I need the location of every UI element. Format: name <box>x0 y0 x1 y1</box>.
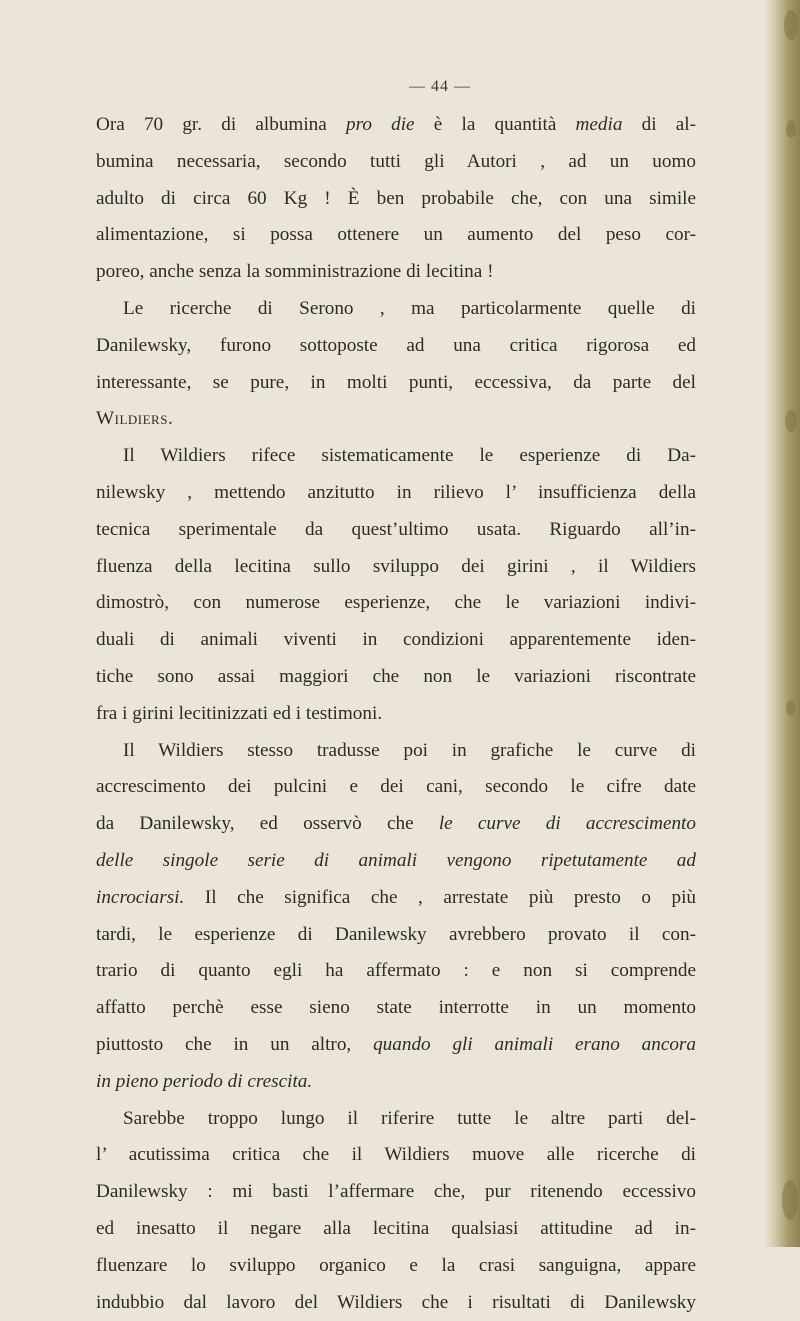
text-segment: Le ricerche di Serono , ma particolarmente quelle di <box>123 298 696 319</box>
text-segment: Sarebbe troppo lungo il riferire tutte le altre parti del- <box>123 1108 696 1129</box>
text-segment: Ora 70 gr. di albumina <box>96 114 346 135</box>
text-segment: nilewsky , mettendo anzitutto in rilievo l’ insufficienza della <box>96 482 696 503</box>
text-line <box>96 585 696 622</box>
text-line <box>96 806 696 843</box>
text-line <box>96 953 696 990</box>
foxing-spot <box>785 410 797 432</box>
text-segment: tardi, le esperienze di Danilewsky avrebbero provato il con- <box>96 924 696 945</box>
text-line <box>96 1137 696 1174</box>
text-line <box>96 1211 696 1248</box>
text-segment: indubbio dal lavoro del Wildiers che i risultati di Danilewsky <box>96 1292 696 1313</box>
text-line <box>96 843 696 880</box>
text-segment: fluenzare lo sviluppo organico e la crasi sanguigna, appare <box>96 1255 696 1276</box>
text-segment: da Danilewsky, ed osservò che <box>96 813 439 834</box>
text-line <box>96 401 696 438</box>
text-segment: fluenza della lecitina sullo sviluppo dei girini , il Wildiers <box>96 556 696 577</box>
text-segment: dimostrò, con numerose esperienze, che le variazioni indivi- <box>96 592 696 613</box>
text-segment: poreo, anche senza la somministrazione di lecitina ! <box>96 261 493 282</box>
text-segment: Il che significa che , arrestate più presto o più <box>184 887 696 908</box>
text-line <box>96 438 696 475</box>
text-line <box>96 659 696 696</box>
text-line <box>96 1285 696 1321</box>
foxing-spot <box>782 1180 798 1220</box>
text-segment: tiche sono assai maggiori che non le variazioni riscontrate <box>96 666 696 687</box>
text-segment: fra i girini lecitinizzati ed i testimoni. <box>96 703 382 724</box>
text-segment: l’ acutissima critica che il Wildiers muove alle ricerche di <box>96 1144 696 1165</box>
text-segment: Il Wildiers stesso tradusse poi in grafiche le curve di <box>123 740 696 761</box>
text-segment: accrescimento dei pulcini e dei cani, secondo le cifre date <box>96 776 696 797</box>
italic-text: quando gli animali erano ancora <box>373 1034 696 1055</box>
text-line <box>96 217 696 254</box>
text-line <box>96 291 696 328</box>
text-segment: interessante, se pure, in molti punti, eccessiva, da parte del <box>96 372 696 393</box>
text-line <box>96 107 696 144</box>
text-line <box>96 365 696 402</box>
italic-text: pro die <box>346 114 415 135</box>
text-line <box>96 769 696 806</box>
italic-text: le curve di accrescimento <box>439 813 696 834</box>
text-segment: bumina necessaria, secondo tutti gli Autori , ad un uomo <box>96 151 696 172</box>
italic-text: delle singole serie di animali vengono ripetutamente ad <box>96 850 696 871</box>
text-segment: piuttosto che in un altro, <box>96 1034 373 1055</box>
text-line <box>96 917 696 954</box>
text-line <box>96 622 696 659</box>
text-segment: affatto perchè esse sieno state interrotte in un momento <box>96 997 696 1018</box>
text-line <box>96 880 696 917</box>
text-segment: ed inesatto il negare alla lecitina qualsiasi attitudine ad in- <box>96 1218 696 1239</box>
text-line <box>96 328 696 365</box>
text-line <box>96 254 696 291</box>
text-segment: alimentazione, si possa ottenere un aumento del peso cor- <box>96 224 696 245</box>
foxing-spot <box>786 120 796 138</box>
foxing-spot <box>784 10 798 40</box>
text-line <box>96 696 696 733</box>
text-line <box>96 1248 696 1285</box>
text-line <box>96 1064 696 1101</box>
text-line <box>96 1027 696 1064</box>
text-line <box>96 144 696 181</box>
text-segment: trario di quanto egli ha affermato : e non si comprende <box>96 960 696 981</box>
page-number: — 44 — <box>0 78 800 96</box>
text-segment: adulto di circa 60 Kg ! È ben probabile che, con una simile <box>96 188 696 209</box>
body-text <box>96 107 696 1321</box>
text-line <box>96 1101 696 1138</box>
text-segment: tecnica sperimentale da quest’ultimo usata. Riguardo all’in- <box>96 519 696 540</box>
foxing-spot <box>786 700 795 716</box>
italic-text: in pieno periodo di crescita. <box>96 1071 312 1092</box>
italic-text: incrociarsi. <box>96 887 184 908</box>
text-line <box>96 549 696 586</box>
text-line <box>96 512 696 549</box>
text-segment: Danilewsky : mi basti l’affermare che, pur ritenendo eccessivo <box>96 1181 696 1202</box>
text-segment: duali di animali viventi in condizioni apparentemente iden- <box>96 629 696 650</box>
text-line <box>96 475 696 512</box>
text-segment: di al- <box>622 114 696 135</box>
page-edge-shadow <box>766 0 800 1247</box>
text-line <box>96 1174 696 1211</box>
text-line <box>96 990 696 1027</box>
text-segment: Danilewsky, furono sottoposte ad una critica rigorosa ed <box>96 335 696 356</box>
text-segment: è la quantità <box>415 114 576 135</box>
italic-text: media <box>576 114 623 135</box>
text-line <box>96 733 696 770</box>
text-line <box>96 181 696 218</box>
text-segment: Wildiers. <box>96 408 173 429</box>
text-segment: Il Wildiers rifece sistematicamente le esperienze di Da- <box>123 445 696 466</box>
